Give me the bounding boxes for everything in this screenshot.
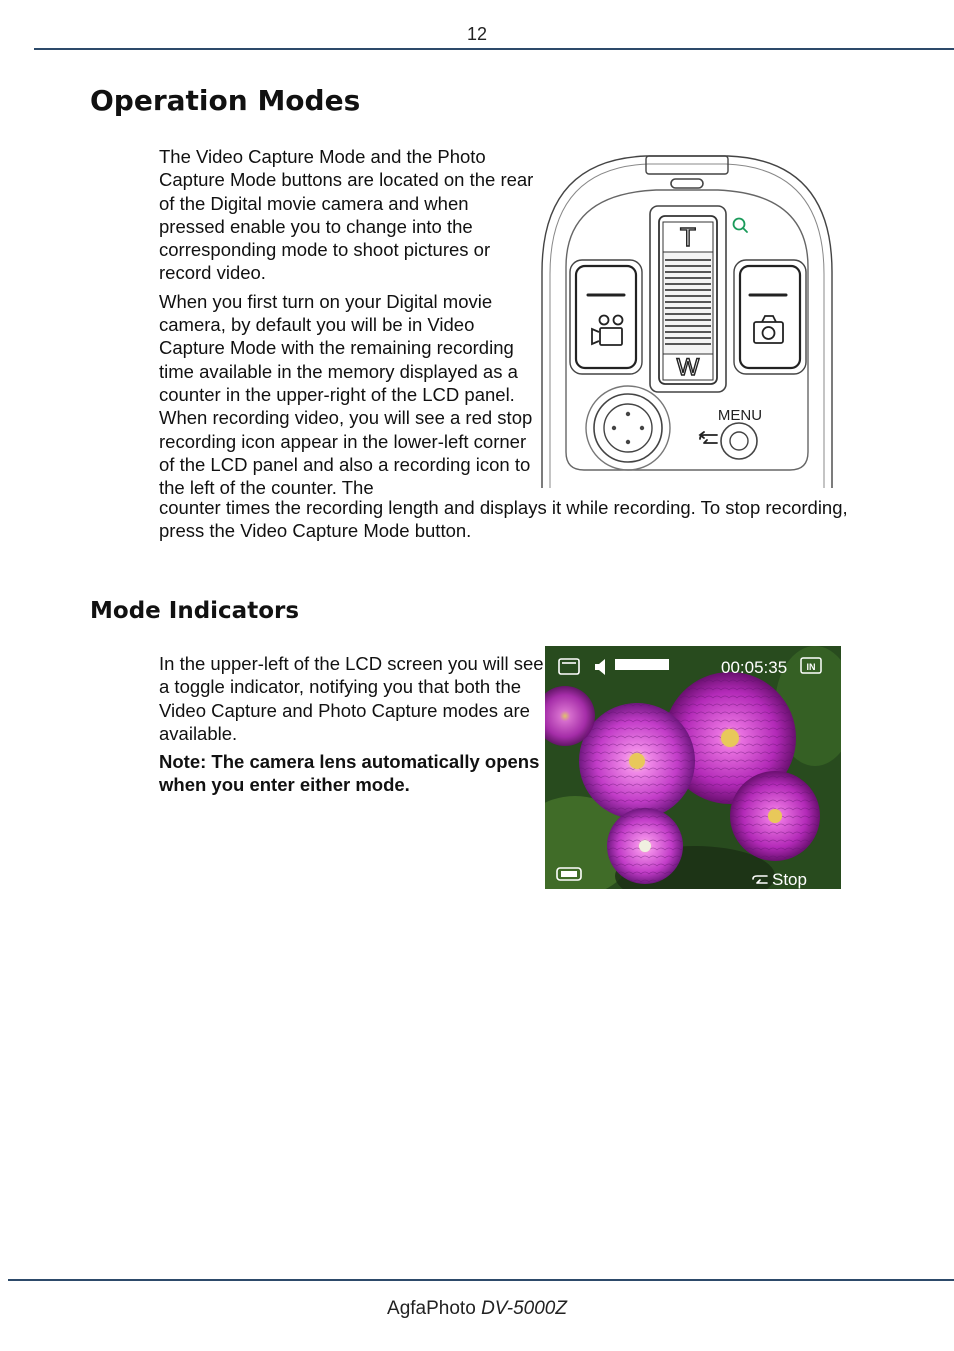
footer-brand: AgfaPhoto (387, 1298, 476, 1319)
memory-badge-label: IN (806, 662, 816, 672)
volume-bar (615, 659, 669, 670)
photo-camera-icon (754, 316, 783, 343)
header-rule (34, 48, 954, 50)
paragraph-mode-buttons: The Video Capture Mode and the Photo Capture Mode buttons are located on the rear of the Digital movie camera and when pressed enable you to change into the corresponding mode to shoot pictures or record video. (159, 146, 534, 284)
back-arrow-icon (700, 432, 717, 443)
magnify-icon (734, 219, 748, 233)
operation-modes-text (159, 145, 539, 504)
video-camera-icon (592, 316, 623, 346)
section-title-operation-modes: Operation Modes (90, 84, 361, 117)
menu-label: MENU (717, 407, 763, 424)
paragraph-toggle-indicator: In the upper-left of the LCD screen you will see a toggle indicator, notifying you that both the Video Capture and Photo Capture modes are available. (159, 653, 544, 744)
section-title-mode-indicators: Mode Indicators (90, 598, 300, 624)
stop-label: Stop (772, 870, 807, 889)
footer-rule (8, 1279, 954, 1281)
camera-rear-illustration (536, 152, 838, 488)
zoom-rocker (663, 222, 713, 381)
operation-modes-text-continued (159, 496, 879, 543)
lcd-screen-photo (545, 646, 841, 889)
paragraph-default-mode: When you first turn on your Digital movie camera, by default you will be in Video Capture Mode with the remaining recording time available in the memory displayed as a counter in the upper-right of the LCD panel. When recording video, you will see a red stop recording icon appear in the lower-left corner of the LCD panel and also a recording icon to the left of the counter. The (159, 290, 533, 499)
four-way-joystick-icon (612, 412, 644, 444)
paragraph-default-mode-continued: counter times the recording length and displays it while recording. To stop recording, press the Video Capture Mode button. (159, 497, 848, 542)
zoom-tele-label: T (680, 222, 696, 252)
recording-counter: 00:05:35 (721, 658, 788, 677)
mode-indicators-text (159, 652, 544, 802)
zoom-wide-label: W (676, 354, 700, 381)
note-lens: Note: The camera lens automatically opens when you enter either mode. (159, 751, 540, 796)
footer (0, 1298, 954, 1320)
page-number: 12 (466, 24, 488, 44)
footer-model: DV-5000Z (481, 1298, 567, 1319)
